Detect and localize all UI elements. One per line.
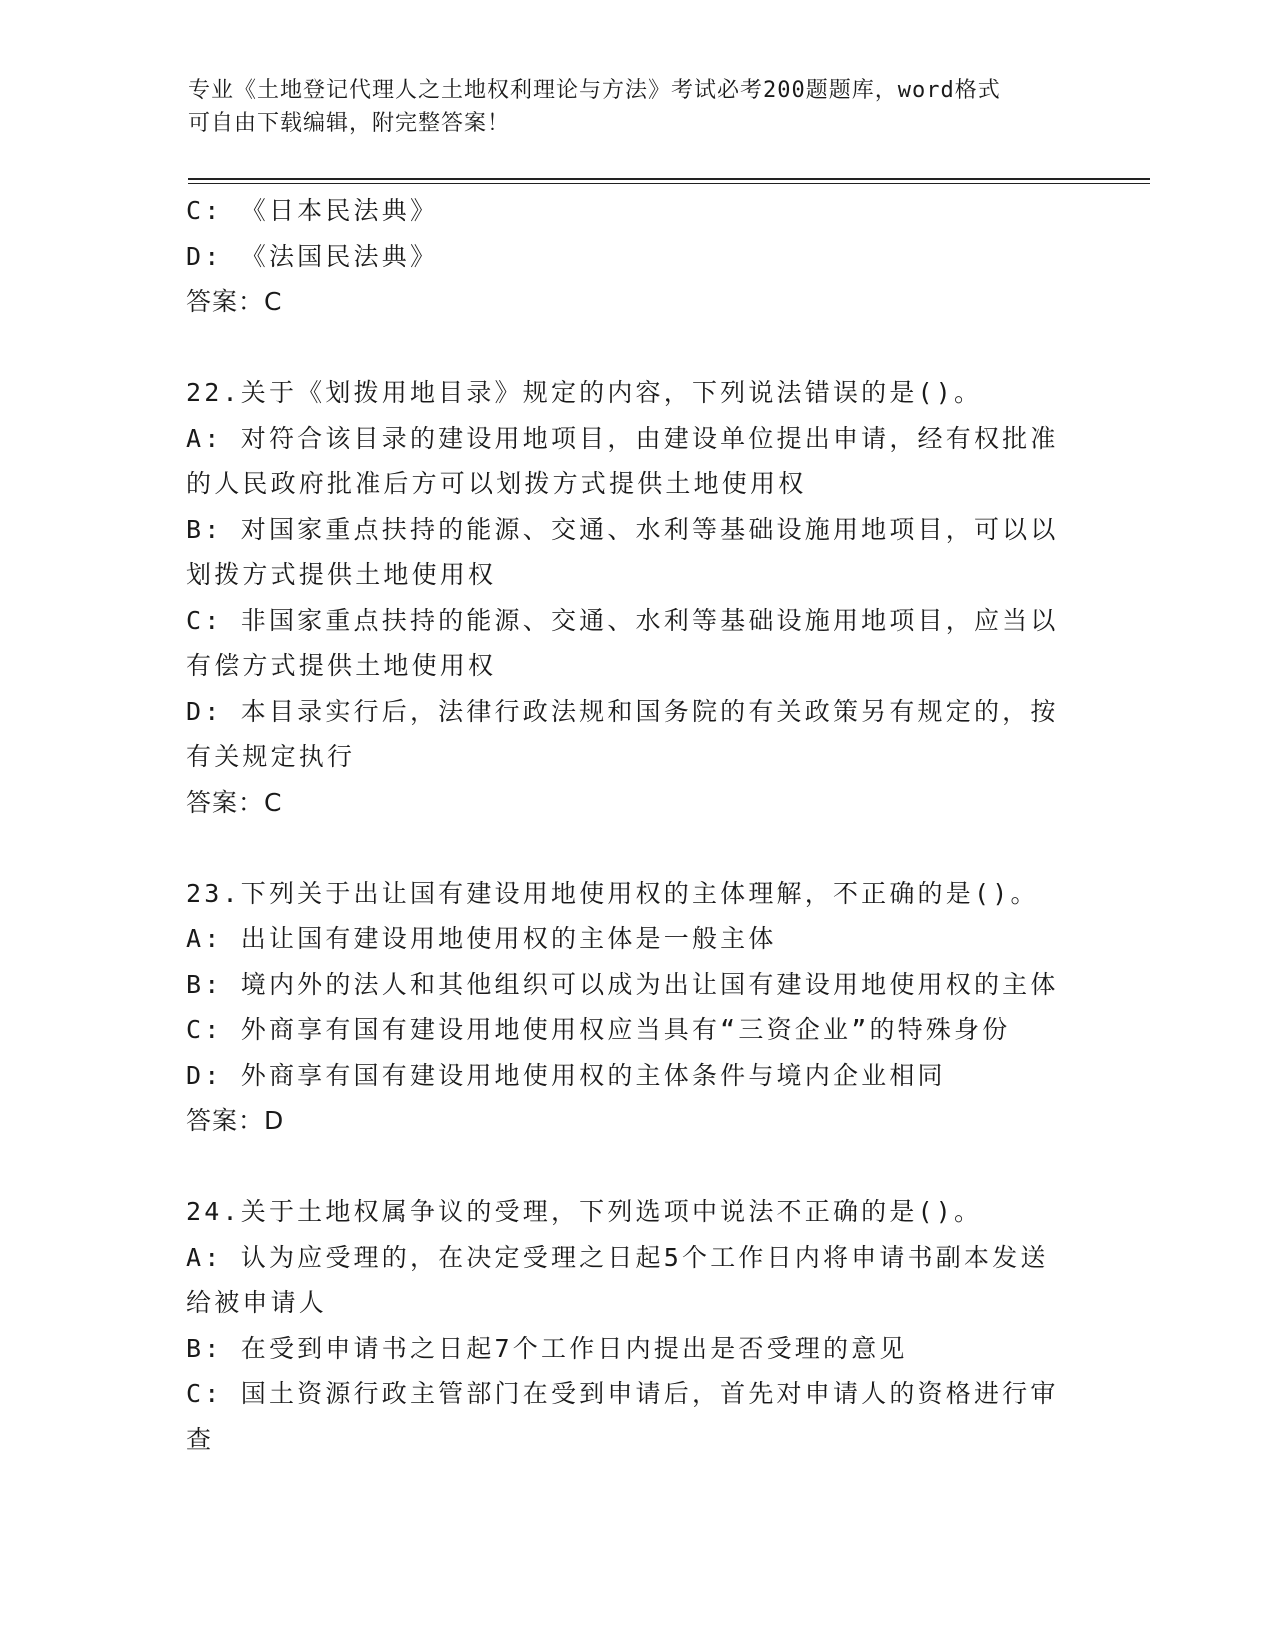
option-line: C: 外商享有国有建设用地使用权应当具有“三资企业”的特殊身份 bbox=[186, 1015, 1011, 1044]
blank-spacer bbox=[186, 1144, 1086, 1190]
header-title-line-1: 专业《土地登记代理人之土地权利理论与方法》考试必考200题题库，word格式 bbox=[188, 78, 1001, 103]
header-title-line-2: 可自由下载编辑，附完整答案！ bbox=[188, 111, 511, 136]
option-line: A: 认为应受理的，在决定受理之日起5个工作日内将申请书副本发送 bbox=[186, 1242, 1049, 1272]
question-22 bbox=[186, 370, 1086, 825]
document-body bbox=[186, 188, 1086, 1462]
option-line: C: 非国家重点扶持的能源、交通、水利等基础设施用地项目，应当以 bbox=[186, 605, 1059, 635]
option-line: C: 《日本民法典》 bbox=[186, 196, 439, 225]
option-line: 的人民政府批准后方可以划拨方式提供土地使用权 bbox=[186, 469, 807, 498]
option-line: 有偿方式提供土地使用权 bbox=[186, 651, 497, 680]
question-23 bbox=[186, 871, 1086, 1144]
blank-spacer bbox=[186, 325, 1086, 371]
question-21-continuation bbox=[186, 188, 1086, 325]
option-line: D: 本目录实行后，法律行政法规和国务院的有关政策另有规定的，按 bbox=[186, 696, 1059, 726]
option-line: A: 对符合该目录的建设用地项目，由建设单位提出申请，经有权批准 bbox=[186, 423, 1059, 453]
question-stem: 23.下列关于出让国有建设用地使用权的主体理解，不正确的是()。 bbox=[186, 878, 1039, 908]
option-line: 给被申请人 bbox=[186, 1288, 328, 1317]
blank-spacer bbox=[186, 825, 1086, 871]
option-line: D: 《法国民法典》 bbox=[186, 241, 439, 271]
question-stem: 24.关于土地权属争议的受理，下列选项中说法不正确的是()。 bbox=[186, 1197, 983, 1226]
answer-line: 答案：C bbox=[186, 287, 283, 316]
answer-line: 答案：D bbox=[186, 1106, 285, 1135]
question-stem: 22.关于《划拨用地目录》规定的内容，下列说法错误的是()。 bbox=[186, 378, 983, 407]
header-divider bbox=[188, 178, 1150, 184]
option-line: A: 出让国有建设用地使用权的主体是一般主体 bbox=[186, 924, 777, 953]
option-line: 有关规定执行 bbox=[186, 742, 356, 771]
option-line: C: 国土资源行政主管部门在受到申请后，首先对申请人的资格进行审 bbox=[186, 1379, 1059, 1408]
page-header bbox=[188, 74, 1068, 140]
option-line: 查 bbox=[186, 1424, 215, 1454]
option-line: B: 在受到申请书之日起7个工作日内提出是否受理的意见 bbox=[186, 1333, 908, 1363]
option-line: D: 外商享有国有建设用地使用权的主体条件与境内企业相同 bbox=[186, 1060, 946, 1090]
question-24 bbox=[186, 1189, 1086, 1462]
option-line: B: 境内外的法人和其他组织可以成为出让国有建设用地使用权的主体 bbox=[186, 969, 1059, 999]
option-line: B: 对国家重点扶持的能源、交通、水利等基础设施用地项目，可以以 bbox=[186, 514, 1059, 544]
answer-line: 答案：C bbox=[186, 787, 283, 817]
option-line: 划拨方式提供土地使用权 bbox=[186, 560, 497, 589]
